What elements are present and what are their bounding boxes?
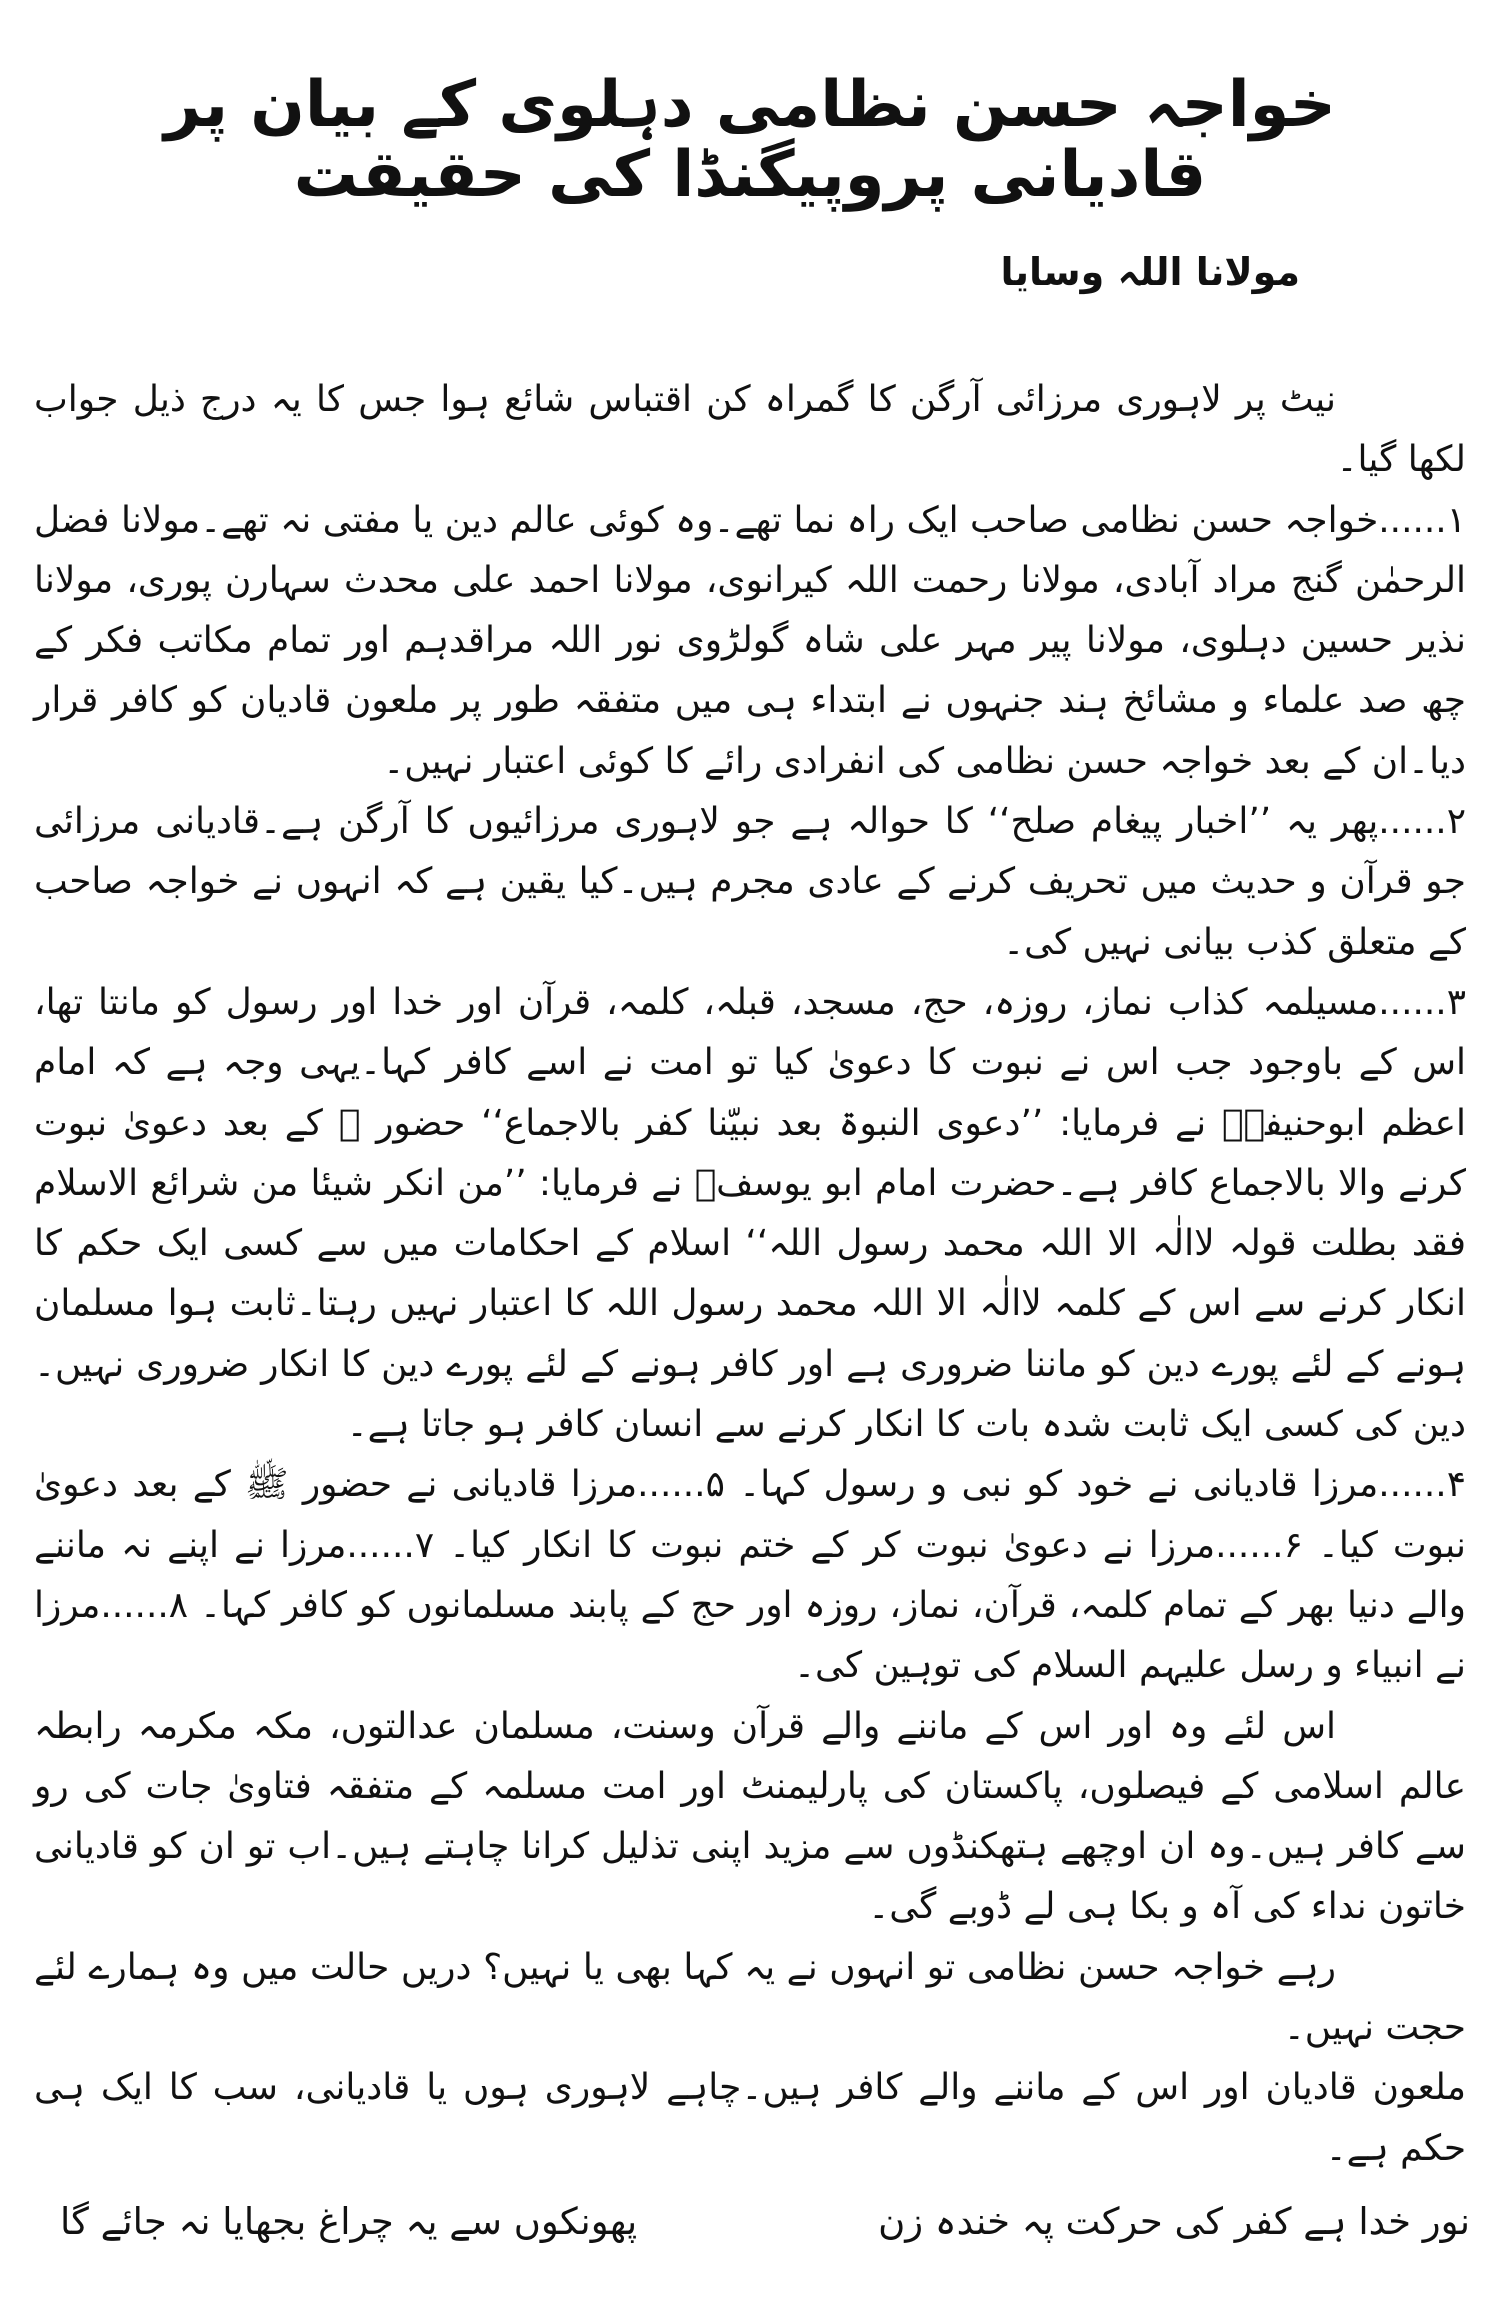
points-4-8-paragraph: ۴......مرزا قادیانی نے خود کو نبی و رسول کہا۔ ۵......مرزا قادیانی نے حضور ﷺ کے بعد دعویٰ نبوت کیا۔ ۶......مرزا نے دعویٰ نبوت کر کے ختم نبوت کا انکار کیا۔ ۷......مرزا نے اپنے نہ ماننے والے دنیا بھر کے تمام کلمہ، قرآن، نماز، روزہ اور حج کے پابند مسلمانوں کو کافر کہا۔ ۸......مرزا نے انبیاء و رسل علیہم السلام کی توہین کی۔ <box>34 1464 1466 1687</box>
point-3-paragraph: ۳......مسیلمہ کذاب نماز، روزہ، حج، مسجد، قبلہ، کلمہ، قرآن اور خدا اور رسول کو مانتا تھا، اس کے باوجود جب اس نے نبوت کا دعویٰ کیا تو امت نے اسے کافر کہا۔یہی وجہ ہے کہ امام اعظم ابوحنیفہؒ نے فرمایا: ’’دعوی النبوۃ بعد نبیّنا کفر بالاجماع‘‘ حضور ﷺ کے بعد دعویٰ نبوت کرنے والا بالاجماع کافر ہے۔حضرت امام ابو یوسفؒ نے فرمایا: ’’من انکر شیئا من شرائع الاسلام فقد بطلت قولہ لاالٰہ الا اللہ محمد رسول اللہ‘‘ اسلام کے احکامات میں سے کسی ایک حکم کا انکار کرنے سے اس کے کلمہ لاالٰہ الا اللہ محمد رسول اللہ کا اعتبار نہیں رہتا۔ثابت ہوا مسلمان ہونے کے لئے پورے دین کو ماننا ضروری ہے اور کافر ہونے کے لئے پورے دین کا انکار ضروری نہیں۔دین کی کسی ایک ثابت شدہ بات کا انکار کرنے سے انسان کافر ہو جاتا ہے۔ <box>34 981 1466 1446</box>
final-ruling-paragraph: ملعون قادیان اور اس کے ماننے والے کافر ہیں۔چاہے لاہوری ہوں یا قادیانی، سب کا ایک ہی حکم ہے۔ <box>34 2067 1466 2169</box>
khawaja-note-paragraph: رہے خواجہ حسن نظامی تو انہوں نے یہ کہا بھی یا نہیں؟ دریں حالت میں وہ ہمارے لئے حجت نہیں۔ <box>34 1946 1466 2049</box>
intro-paragraph: نیٹ پر لاہوری مرزائی آرگن کا گمراہ کن اقتباس شائع ہوا جس کا یہ درج ذیل جواب لکھا گیا۔ <box>34 379 1466 481</box>
couplet-first-line: نور خدا ہے کفر کی حرکت پہ خندہ زن <box>878 2200 1470 2243</box>
article-title: خواجہ حسن نظامی دہلوی کے بیان پر قادیانی پروپیگنڈا کی حقیقت <box>164 68 1336 213</box>
point-1-paragraph: ۱......خواجہ حسن نظامی صاحب ایک راہ نما تھے۔وہ کوئی عالم دین یا مفتی نہ تھے۔مولانا فضل الرحمٰن گنج مراد آبادی، مولانا رحمت اللہ کیرانوی، مولانا احمد علی محدث سہارن پوری، مولانا نذیر حسین دہلوی، مولانا پیر مہر علی شاہ گولڑوی نور اللہ مراقدہم اور تمام مکاتب فکر کے چھ صد علماء و مشائخ ہند جنہوں نے ابتداء ہی میں متفقہ طور پر ملعون قادیان کو کافر قرار دیا۔ان کے بعد خواجہ حسن نظامی کی انفرادی رائے کا کوئی اعتبار نہیں۔ <box>34 499 1466 782</box>
point-2-paragraph: ۲......پھر یہ ’’اخبار پیغام صلح‘‘ کا حوالہ ہے جو لاہوری مرزائیوں کا آرگن ہے۔قادیانی مرزائی جو قرآن و حدیث میں تحریف کرنے کے عادی مجرم ہیں۔کیا یقین ہے کہ انہوں نے خواجہ صاحب کے متعلق کذب بیانی نہیں کی۔ <box>34 801 1466 963</box>
closing-couplet <box>60 2192 1470 2252</box>
article-body <box>34 370 1466 2179</box>
couplet-second-line: پھونکوں سے یہ چراغ بجھایا نہ جائے گا <box>60 2200 638 2243</box>
conclusion-paragraph: اس لئے وہ اور اس کے ماننے والے قرآن وسنت، مسلمان عدالتوں، مکہ مکرمہ رابطہ عالم اسلامی کے فیصلوں، پاکستان کی پارلیمنٹ اور امت مسلمہ کے متفقہ فتاویٰ جات کی رو سے کافر ہیں۔وہ ان اوچھے ہتھکنڈوں سے مزید اپنی تذلیل کرانا چاہتے ہیں۔اب تو ان کو قادیانی خاتون نداء کی آہ و بکا ہی لے ڈوبے گی۔ <box>34 1705 1466 1928</box>
author-name: مولانا اللہ وسایا <box>1000 250 1300 294</box>
